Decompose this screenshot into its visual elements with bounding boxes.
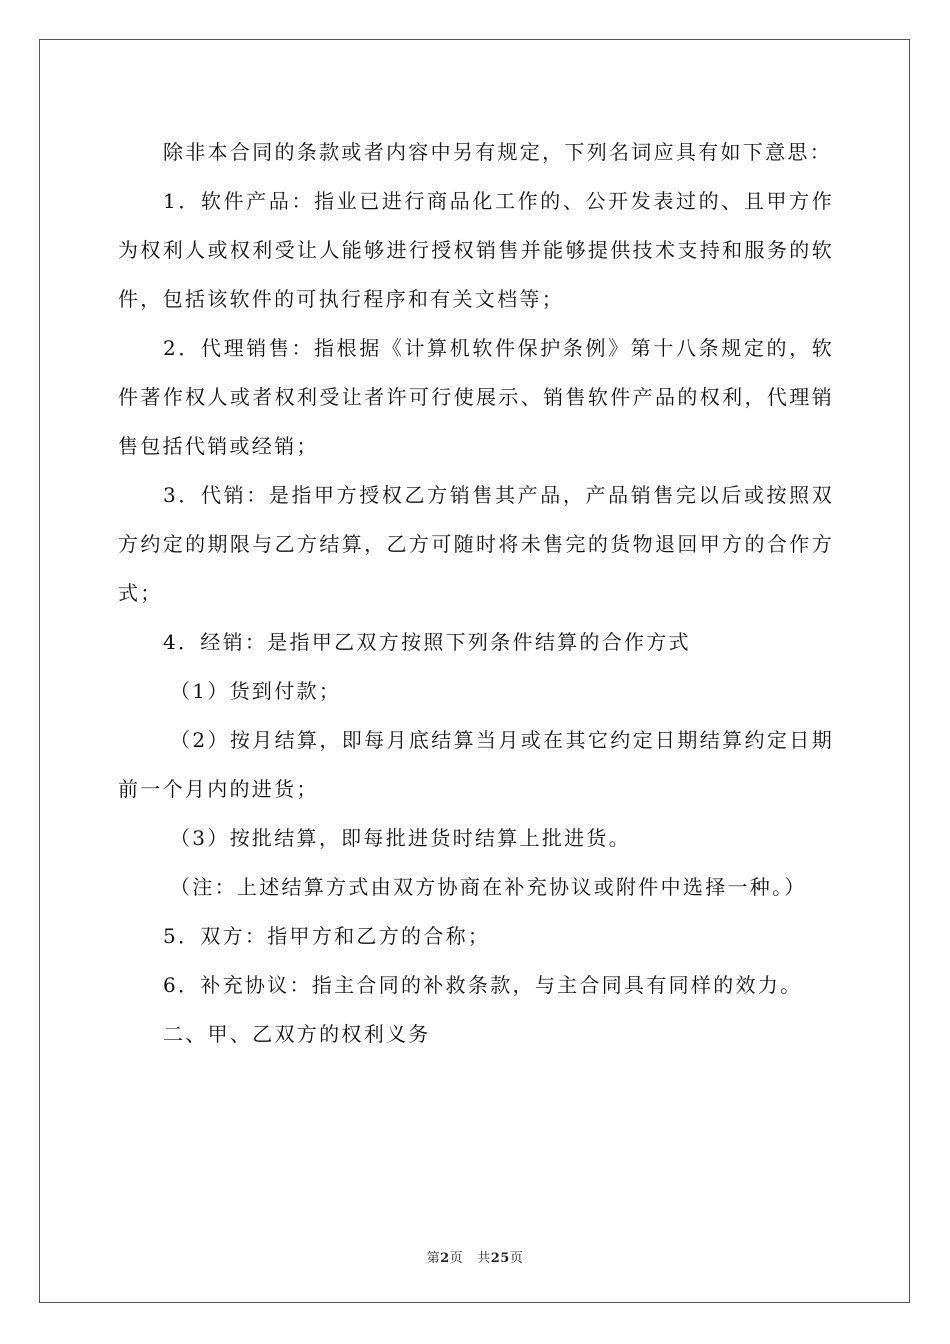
definition-agency-sales: 2．代理销售：指根据《计算机软件保护条例》第十八条规定的，软件著作权人或者权利受让者许可行使展示、销售软件产品的权利，代理销售包括代销或经销；	[118, 336, 834, 458]
footer-prefix: 第	[426, 1251, 441, 1266]
footer-page-suffix: 页	[449, 1251, 464, 1266]
document-body	[118, 128, 834, 1059]
settlement-option-1: （1）货到付款；	[170, 679, 342, 703]
definition-parties: 5．双方：指甲方和乙方的合称；	[163, 924, 491, 948]
settlement-option-3: （3）按批结算，即每批进货时结算上批进货。	[170, 826, 632, 850]
definition-consignment: 3．代销：是指甲方授权乙方销售其产品，产品销售完以后或按照双方约定的期限与乙方结算，乙方可随时将未售完的货物退回甲方的合作方式；	[118, 483, 834, 605]
settlement-note: （注：上述结算方式由双方协商在补充协议或附件中选择一种。）	[170, 875, 807, 899]
footer-total-pages: 25	[490, 1251, 510, 1266]
footer-page-number: 2	[440, 1251, 450, 1266]
page-footer	[0, 1247, 950, 1266]
definition-distribution: 4．经销：是指甲乙双方按照下列条件结算的合作方式	[163, 630, 691, 654]
footer-total-suffix: 页	[509, 1251, 524, 1266]
footer-total-prefix: 共	[477, 1251, 491, 1266]
section-heading-rights-obligations: 二、甲、乙双方的权利义务	[163, 1022, 431, 1046]
definitions-intro: 除非本合同的条款或者内容中另有规定，下列名词应具有如下意思：	[163, 140, 832, 164]
definition-supplementary-agreement: 6．补充协议：指主合同的补救条款，与主合同具有同样的效力。	[163, 973, 803, 997]
settlement-option-2: （2）按月结算，即每月底结算当月或在其它约定日期结算约定日期前一个月内的进货；	[118, 728, 834, 801]
definition-software-product: 1．软件产品：指业已进行商品化工作的、公开发表过的、且甲方作为权利人或权利受让人能够进行授权销售并能够提供技术支持和服务的软件，包括该软件的可执行程序和有关文档等；	[118, 189, 834, 311]
